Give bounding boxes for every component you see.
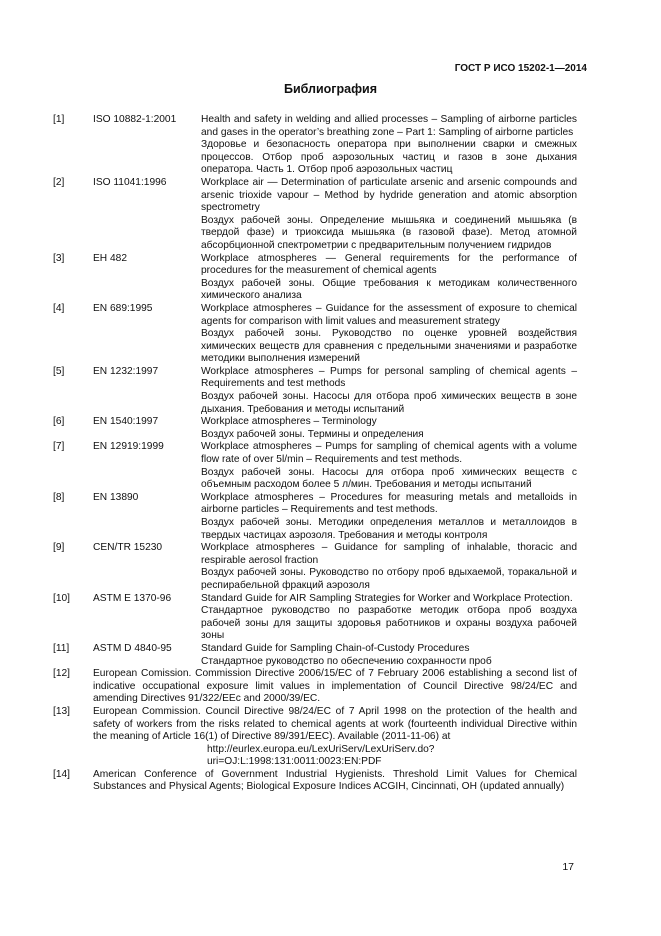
entry-text: [201, 593, 577, 643]
bibliography-entry: [53, 643, 577, 668]
entry-description: European Commission. Council Directive 98/24/EC of 7 April 1998 on the protection of the health and safety of workers from the risks related to chemical agents at work (fourteenth individual Directive within the meaning of Article 16(1) of Directive 89/391/EEC). Available (2011-11-06) at: [93, 705, 577, 743]
bibliography-entry: [53, 441, 577, 491]
entry-title-en: Workplace atmospheres – Procedures for measuring metals and metalloids in airborne particles – Requirements and test methods.: [201, 491, 577, 516]
entry-code: ASTM E 1370-96: [93, 592, 172, 604]
entry-text: [201, 177, 577, 253]
entry-title-ru: Воздух рабочей зоны. Насосы для отбора проб химических веществ с объемным расходом более 5 л/мин. Требования и методы испытаний: [201, 466, 577, 491]
entry-title-en: Workplace atmospheres – Pumps for sampling of chemical agents with a volume flow rate of over 5l/min – Requirements and test methods.: [201, 441, 577, 466]
bibliography-entry: [53, 177, 577, 253]
entry-description: European Comission. Commission Directive 2006/15/EC of 7 February 2006 establishing a second list of indicative occupational exposure limit values in implementation of Council Directive 98/24/EC and amending Directives 91/322/EEc and 2000/39/EC.: [93, 668, 577, 705]
bibliography-list: [53, 114, 577, 794]
entry-number: [6]: [53, 416, 65, 428]
entry-text: [201, 441, 577, 491]
entry-code: ISO 11041:1996: [93, 176, 167, 188]
entry-text: [201, 253, 577, 303]
entry-number: [7]: [53, 441, 65, 453]
entry-text: [201, 366, 577, 416]
bibliography-entry: [53, 416, 577, 441]
page-title: Библиография: [283, 82, 378, 96]
entry-title-en: Workplace atmospheres – Pumps for personal sampling of chemical agents – Requirements and test methods: [201, 365, 577, 390]
entry-title-en: Workplace air — Determination of particulate arsenic and arsenic compounds and arsenic trioxide vapour – Method by hydride generation and atomic absorption spectrometry: [201, 176, 577, 214]
entry-title-ru: Воздух рабочей зоны. Насосы для отбора проб химических веществ в зоне дыхания. Требования и методы испытаний: [201, 391, 577, 415]
entry-text: [201, 416, 577, 441]
entry-number: [13]: [53, 705, 70, 717]
bibliography-entry: [53, 366, 577, 416]
entry-number: [14]: [53, 768, 70, 780]
entry-title-ru: Здоровье и безопасность оператора при выполнении сварки и смежных процессов. Отбор проб аэрозольных частиц и газов в зоне дыхания оператора. Часть 1. Отбор проб аэрозольных частиц: [201, 139, 577, 176]
entry-title-en: Workplace atmospheres – Guidance for the assessment of exposure to chemical agents for comparison with limit values and measurement strategy: [201, 302, 577, 327]
bibliography-entry: [53, 593, 577, 643]
entry-code: EN 12919:1999: [93, 441, 164, 453]
entry-title-en: Workplace atmospheres — General requirements for the performance of procedures for the measurement of chemical agents: [201, 252, 577, 277]
entry-title-ru: Стандартное руководство по обеспечению сохранности проб: [201, 655, 492, 667]
entry-number: [1]: [53, 114, 65, 125]
bibliography-entry: [53, 114, 577, 177]
entry-number: [5]: [53, 365, 65, 377]
bibliography-entry: [53, 706, 577, 769]
bibliography-entry: [53, 769, 577, 794]
bibliography-entry: [53, 492, 577, 542]
entry-title-en: Health and safety in welding and allied processes – Sampling of airborne particles and gases in the operator’s breathing zone – Part 1: Sampling of airborne particles: [201, 114, 577, 138]
entry-number: [11]: [53, 642, 70, 654]
entry-title-en: Workplace atmospheres – Terminology: [201, 416, 377, 428]
entry-title-ru: Воздух рабочей зоны. Общие требования к методикам количественного химического анализа: [201, 277, 577, 302]
entry-title-en: Workplace atmospheres – Guidance for sampling of inhalable, thoracic and respirable aerosol fraction: [201, 542, 577, 566]
entry-number: [10]: [53, 592, 70, 604]
standard-designation: ГОСТ Р ИСО 15202-1—2014: [454, 63, 587, 74]
bibliography-entry: [53, 542, 577, 592]
entry-code: EN 1540:1997: [93, 416, 159, 428]
entry-text: [93, 706, 577, 769]
entry-text: [201, 492, 577, 542]
page-number: 17: [562, 861, 574, 873]
entry-description: American Conference of Government Industrial Hygienists. Threshold Limit Values for Chemical Substances and Physical Agents; Biological Exposure Indices ACGIH, Cincinnati, OH (updated annually): [93, 768, 577, 793]
bibliography-entry: [53, 303, 577, 366]
entry-code: EH 482: [93, 252, 127, 264]
entry-title-ru: Воздух рабочей зоны. Термины и определения: [201, 428, 424, 440]
entry-number: [4]: [53, 302, 65, 314]
entry-text: [201, 542, 577, 592]
entry-code: EN 1232:1997: [93, 365, 159, 377]
entry-number: [12]: [53, 668, 70, 680]
entry-code: ISO 10882-1:2001: [93, 114, 177, 125]
entry-title-ru: Воздух рабочей зоны. Руководство по оценке уровней воздействия химических веществ для сравнения с предельными значениями и разработке методики выполнения измерений: [201, 328, 577, 365]
entry-code: EN 689:1995: [93, 302, 153, 314]
entry-text: [93, 769, 577, 794]
entry-url-link[interactable]: http://eurlex.europa.eu/LexUriServ/LexUriServ.do?uri=OJ:L:1998:131:0011:0023:EN:PDF: [207, 743, 435, 768]
entry-title-en: Standard Guide for Sampling Chain-of-Custody Procedures: [201, 642, 470, 654]
entry-code: ASTM D 4840-95: [93, 642, 172, 654]
entry-number: [9]: [53, 542, 65, 554]
entry-title-ru: Воздух рабочей зоны. Методики определения металлов и металлоидов в твердых частицах аэрозоля. Требования и методы контроля: [201, 517, 577, 541]
entry-text: [201, 303, 577, 366]
entry-title-en: Standard Guide for AIR Sampling Strategies for Worker and Workplace Protection.: [201, 592, 573, 604]
entry-number: [3]: [53, 252, 65, 264]
entry-text: [201, 643, 577, 668]
entry-number: [2]: [53, 176, 65, 188]
entry-title-ru: Воздух рабочей зоны. Руководство по отбору проб вдыхаемой, торакальной и респирабельной фракций аэрозоля: [201, 567, 577, 591]
entry-text: [93, 668, 577, 706]
entry-title-ru: Стандартное руководство по разработке методик отбора проб воздуха рабочей зоны для защиты здоровья работников и охраны воздуха рабочей зоны: [201, 605, 577, 642]
entry-title-ru: Воздух рабочей зоны. Определение мышьяка и соединений мышьяка (в твердой фазе) и триоксида мышьяка (в газовой фазе). Метод атомной абсорбционной спектрометрии с предварительным получением гидридов: [201, 214, 577, 251]
bibliography-entry: [53, 253, 577, 303]
entry-text: [201, 114, 577, 177]
bibliography-entry: [53, 668, 577, 706]
entry-code: EN 13890: [93, 491, 139, 503]
entry-number: [8]: [53, 491, 65, 503]
entry-code: CEN/TR 15230: [93, 542, 163, 554]
